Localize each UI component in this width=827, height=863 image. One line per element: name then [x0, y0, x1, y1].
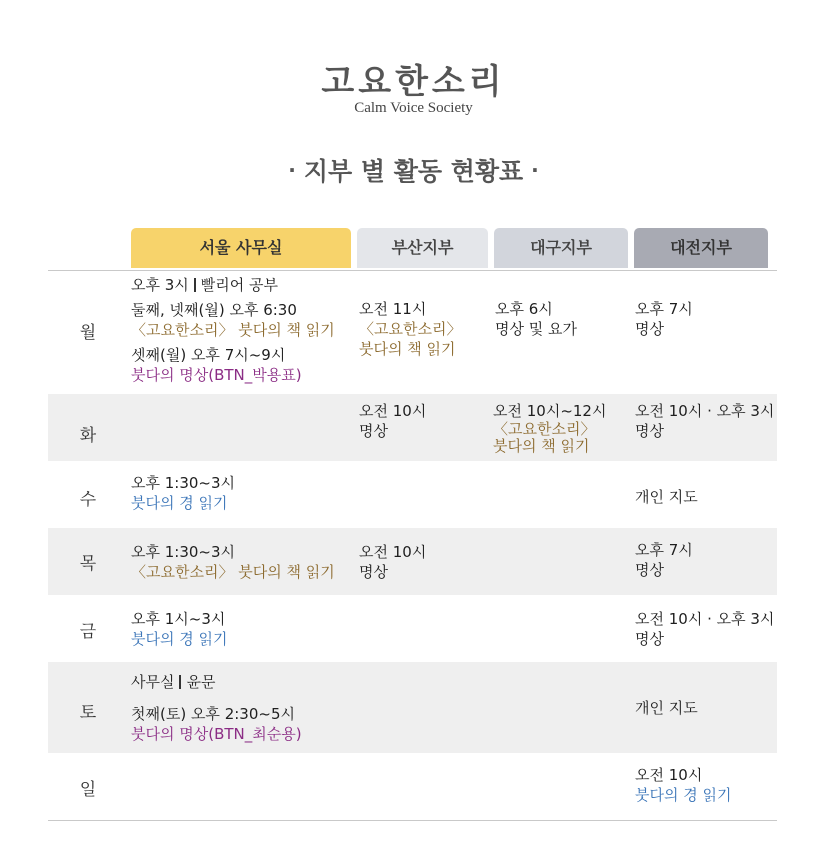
cell-seoul [131, 473, 235, 513]
time-text: 오전 10시 · 오후 3시 [635, 402, 775, 420]
time-text: 오전 10시 · 오후 3시 [635, 610, 775, 628]
time-text: 오후 6시 [495, 300, 553, 318]
activity-text: 개인 지도 [635, 699, 698, 717]
cell-busan [359, 542, 426, 582]
cell-seoul [131, 672, 302, 744]
day-label: 금 [79, 622, 97, 642]
schedule-line [131, 672, 302, 692]
title-bullet-left: · [288, 158, 296, 182]
cell-seoul [131, 542, 335, 582]
day-label: 목 [79, 554, 97, 574]
time-text: 오후 3시 [131, 276, 189, 294]
time-text: 오전 10시 [359, 543, 427, 561]
cell-seoul [131, 609, 227, 649]
activity-text: 명상 [635, 630, 664, 648]
title-text: 지부 별 활동 현황표 [303, 157, 524, 186]
cell-seoul [131, 275, 335, 385]
title-bullet-right: · [531, 158, 539, 182]
activity-text: 붓다의 경 읽기 [635, 786, 732, 804]
day-label: 일 [79, 780, 97, 800]
time-text: 오전 10시 [635, 766, 703, 784]
time-text: 오전 10시 [359, 402, 427, 420]
cell-busan [359, 299, 461, 359]
cell-daejeon [635, 765, 731, 805]
time-text: 오전 10시~12시 [493, 402, 607, 420]
activity-text: 명상 및 요가 [495, 320, 577, 338]
logo-english: Calm Voice Society [354, 100, 473, 116]
activity-text: 〈고요한소리〉 붓다의 책 읽기 [131, 563, 335, 581]
time-text: 오후 7시 [635, 541, 693, 559]
activity-text: 〈고요한소리〉 [359, 320, 462, 338]
time-text: 오후 7시 [635, 300, 693, 318]
activity-text: 빨리어 공부 [200, 276, 279, 294]
day-label: 화 [79, 426, 97, 446]
day-label: 토 [79, 703, 97, 723]
activity-text: 붓다의 경 읽기 [131, 630, 228, 648]
logo-korean: 고요한소리 [321, 62, 506, 102]
separator-bar [194, 278, 196, 292]
cell-daejeon [635, 299, 693, 339]
cell-daejeon [635, 401, 774, 441]
schedule-line [131, 275, 335, 295]
table-row-mon [48, 271, 777, 394]
activity-text: 붓다의 명상(BTN_박용표) [131, 366, 302, 384]
activity-text: 붓다의 책 읽기 [493, 437, 590, 455]
activity-text: 〈고요한소리〉 [493, 420, 596, 438]
table-bottom-rule [48, 820, 777, 821]
activity-text: 명상 [635, 320, 664, 338]
activity-text: 개인 지도 [635, 488, 698, 506]
table-row-sat [48, 662, 777, 753]
activity-text: 명상 [635, 422, 664, 440]
time-text: 둘째, 넷째(월) 오후 6:30 [131, 301, 297, 319]
time-text: 첫째(토) 오후 2:30~5시 [131, 705, 295, 723]
cell-busan [359, 401, 426, 441]
separator-bar [179, 675, 181, 689]
day-label: 수 [79, 490, 97, 510]
time-text: 오전 11시 [359, 300, 427, 318]
cell-daegu [493, 401, 606, 455]
column-header-busan: 부산지부 [357, 228, 488, 268]
cell-daejeon [635, 487, 698, 507]
cell-daejeon [635, 540, 693, 580]
activity-text: 윤문 [186, 673, 216, 691]
column-header-seoul: 서울 사무실 [131, 228, 351, 268]
column-header-daejeon: 대전지부 [634, 228, 768, 268]
activity-text: 붓다의 경 읽기 [131, 494, 228, 512]
cell-daejeon [635, 698, 698, 718]
table-row-sun [48, 753, 777, 820]
time-text: 셋째(월) 오후 7시~9시 [131, 346, 286, 364]
cell-daejeon [635, 609, 774, 649]
time-text: 오후 1:30~3시 [131, 474, 236, 492]
activity-text: 붓다의 책 읽기 [359, 340, 456, 358]
activity-text: 명상 [635, 561, 664, 579]
day-label: 월 [79, 323, 97, 343]
time-text: 오후 1시~3시 [131, 610, 226, 628]
table-row-tue [48, 394, 777, 461]
table-row-thu [48, 528, 777, 595]
activity-text: 〈고요한소리〉 붓다의 책 읽기 [131, 321, 335, 339]
table-row-fri [48, 595, 777, 662]
page-title [0, 152, 827, 188]
activity-text: 명상 [359, 422, 388, 440]
table-row-wed [48, 461, 777, 528]
time-text: 오후 1:30~3시 [131, 543, 236, 561]
activity-text: 명상 [359, 563, 388, 581]
activity-text: 붓다의 명상(BTN_최순용) [131, 725, 302, 743]
cell-daegu [495, 299, 577, 339]
location-text: 사무실 [131, 673, 175, 691]
column-header-daegu: 대구지부 [494, 228, 628, 268]
